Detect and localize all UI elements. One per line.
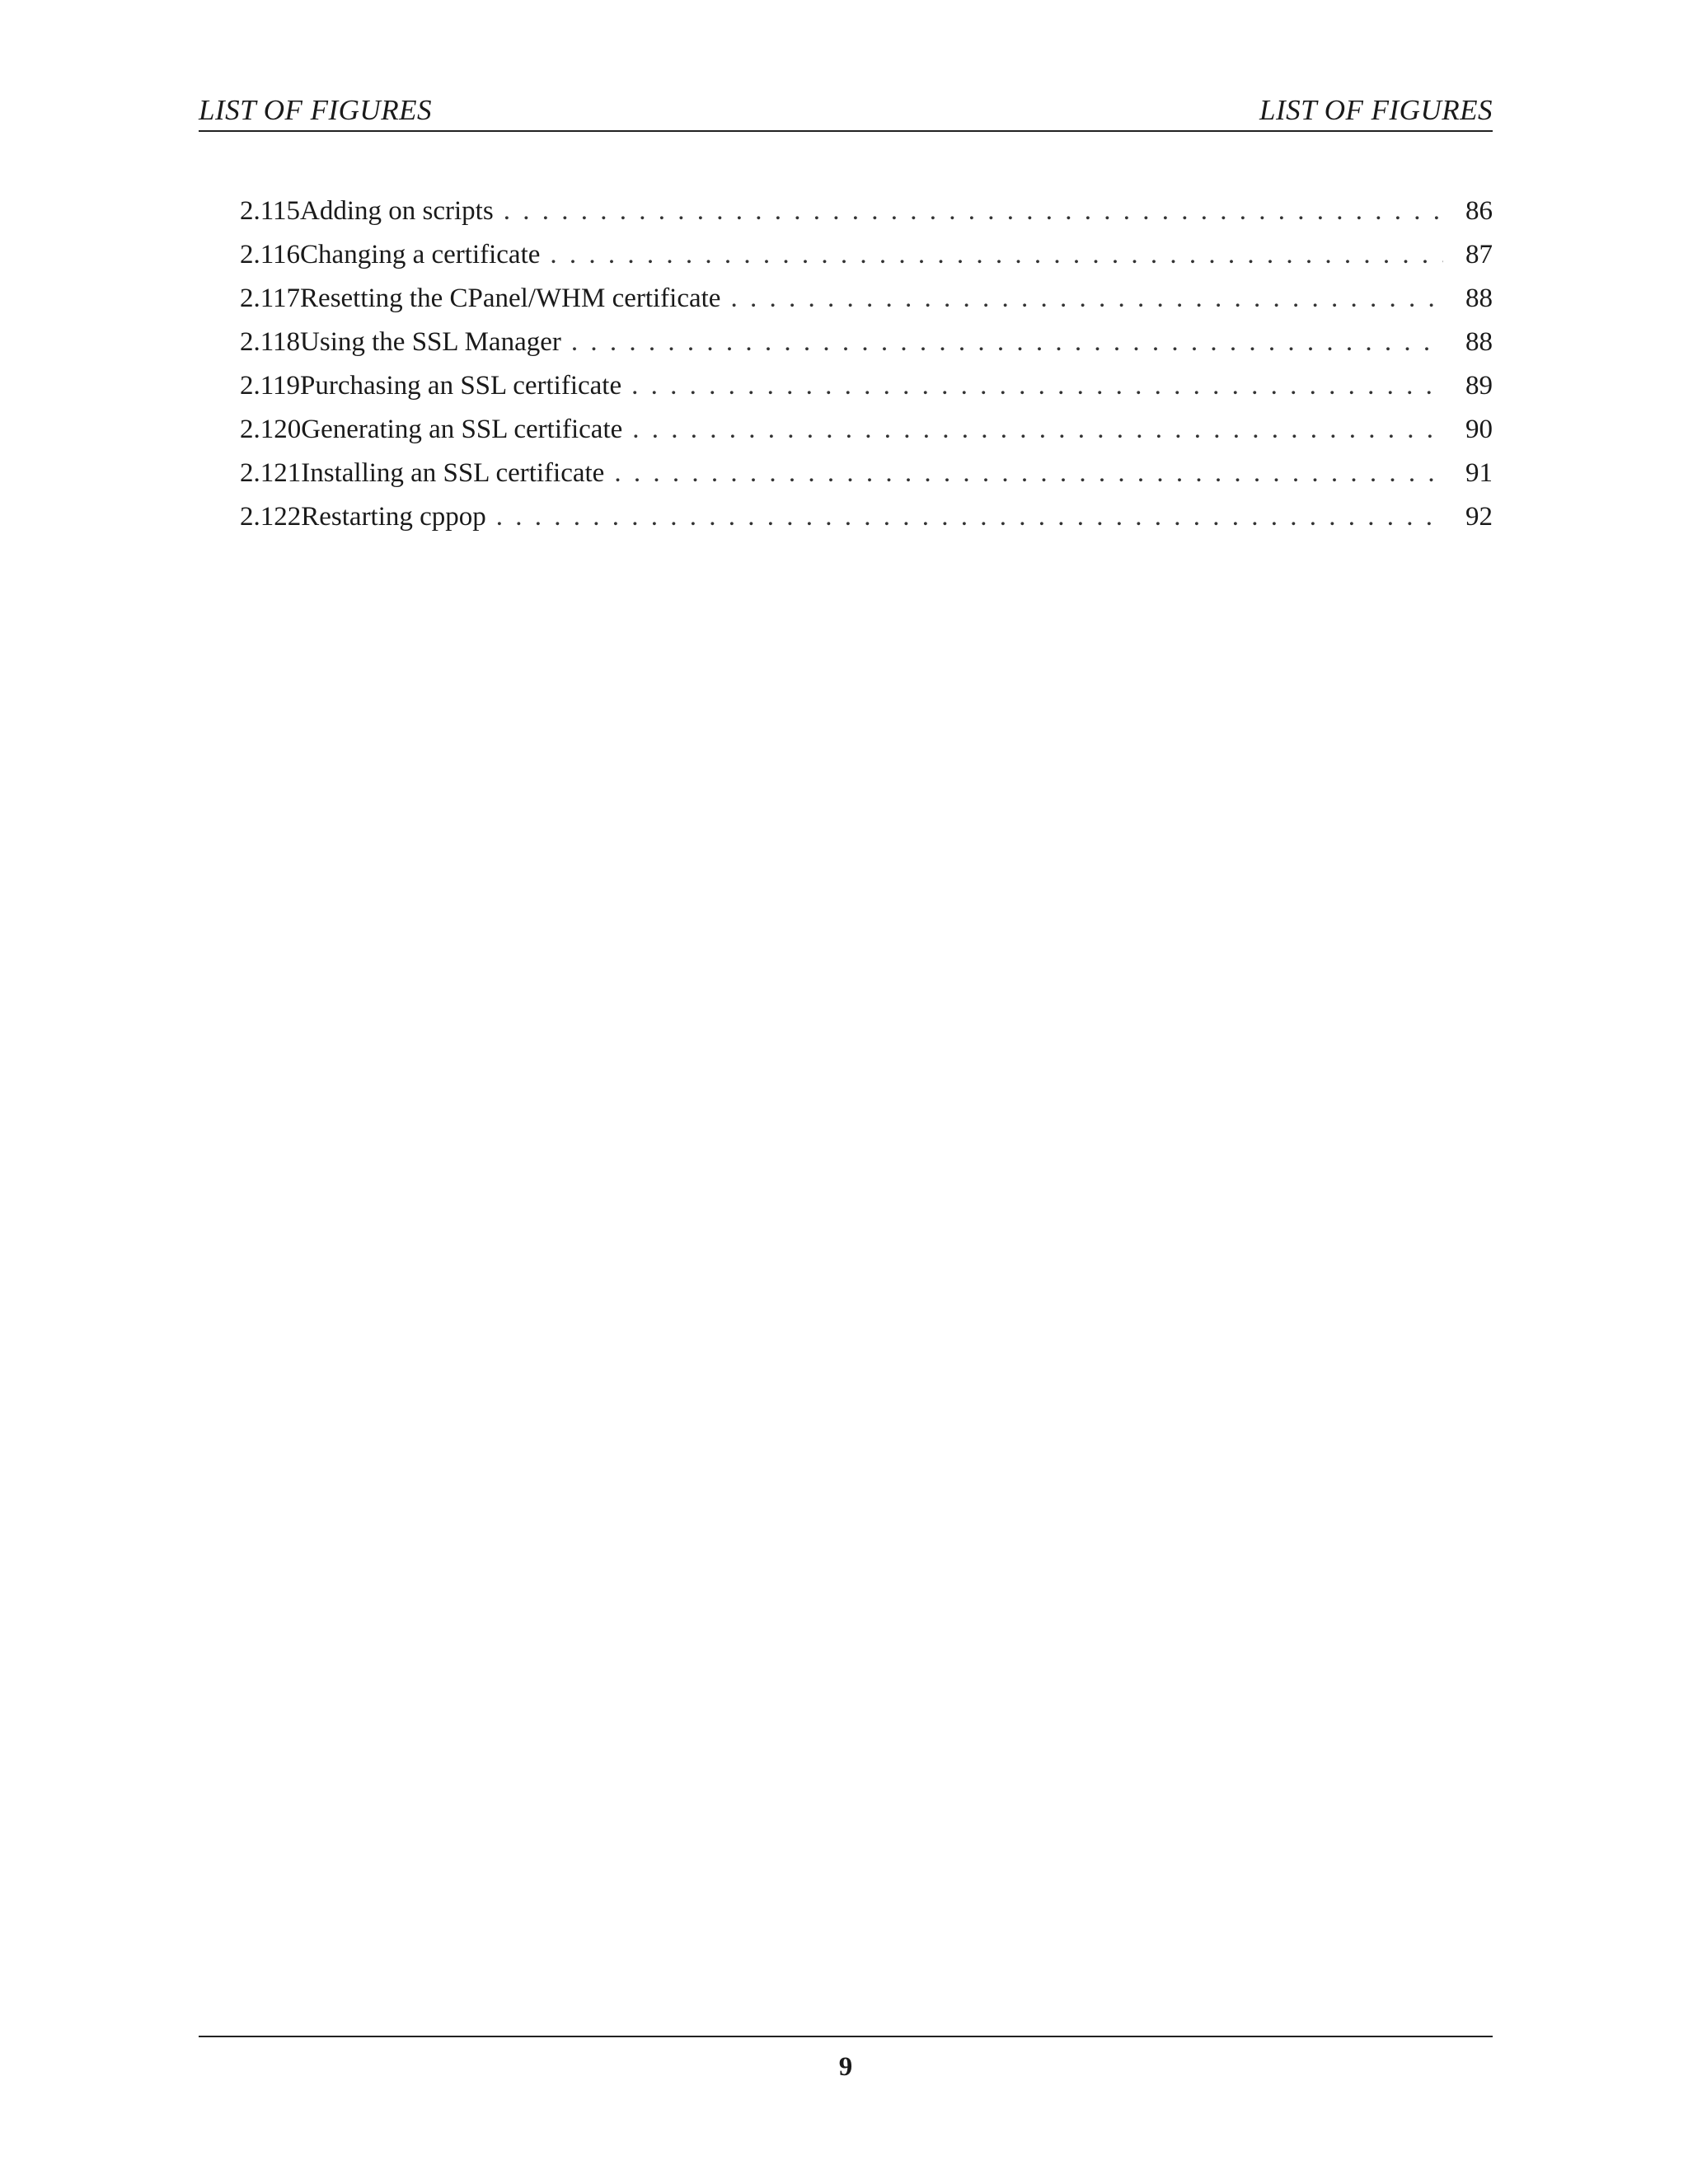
- page-ref: 86: [1465, 196, 1493, 226]
- list-of-figures: [240, 196, 1493, 546]
- figure-title: Restarting cppop: [301, 502, 486, 532]
- dot-leader: [504, 196, 1443, 227]
- running-header: [199, 91, 1493, 132]
- figure-number: 2.121: [240, 458, 302, 488]
- lof-entry: [240, 284, 1493, 327]
- page-ref: 89: [1465, 371, 1493, 401]
- dot-leader: [730, 284, 1443, 314]
- dot-leader: [571, 327, 1443, 358]
- figure-title: Adding on scripts: [300, 196, 494, 226]
- lof-entry: [240, 502, 1493, 546]
- figure-title: Changing a certificate: [300, 240, 541, 269]
- dot-leader: [632, 415, 1443, 445]
- figure-number: 2.115: [240, 196, 301, 226]
- dot-leader: [614, 458, 1443, 489]
- page-number: 9: [838, 2052, 853, 2082]
- figure-number: 2.116: [240, 240, 301, 269]
- figure-number: 2.119: [240, 371, 301, 401]
- figure-title: Installing an SSL certificate: [301, 458, 605, 488]
- page-ref: 87: [1465, 240, 1493, 269]
- page-ref: 91: [1465, 458, 1493, 488]
- lof-entry: [240, 458, 1493, 502]
- figure-title: Purchasing an SSL certificate: [300, 371, 622, 401]
- page-ref: 88: [1465, 284, 1493, 313]
- figure-title: Using the SSL Manager: [300, 327, 561, 357]
- figure-number: 2.118: [240, 327, 301, 357]
- lof-entry: [240, 240, 1493, 284]
- lof-entry: [240, 415, 1493, 458]
- page-footer: [199, 2036, 1493, 2083]
- figure-number: 2.120: [240, 415, 302, 444]
- page-ref: 88: [1465, 327, 1493, 357]
- page-ref: 92: [1465, 502, 1493, 532]
- figure-title: Resetting the CPanel/WHM certificate: [300, 284, 721, 313]
- dot-leader: [550, 240, 1443, 270]
- header-right-title: LIST OF FIGURES: [1259, 94, 1493, 126]
- lof-entry: [240, 196, 1493, 240]
- dot-leader: [631, 371, 1443, 401]
- header-left-title: LIST OF FIGURES: [199, 94, 432, 126]
- lof-entry: [240, 371, 1493, 415]
- page-ref: 90: [1465, 415, 1493, 444]
- dot-leader: [496, 502, 1443, 532]
- figure-number: 2.122: [240, 502, 302, 532]
- figure-title: Generating an SSL certificate: [301, 415, 623, 444]
- lof-entry: [240, 327, 1493, 371]
- figure-number: 2.117: [240, 284, 301, 313]
